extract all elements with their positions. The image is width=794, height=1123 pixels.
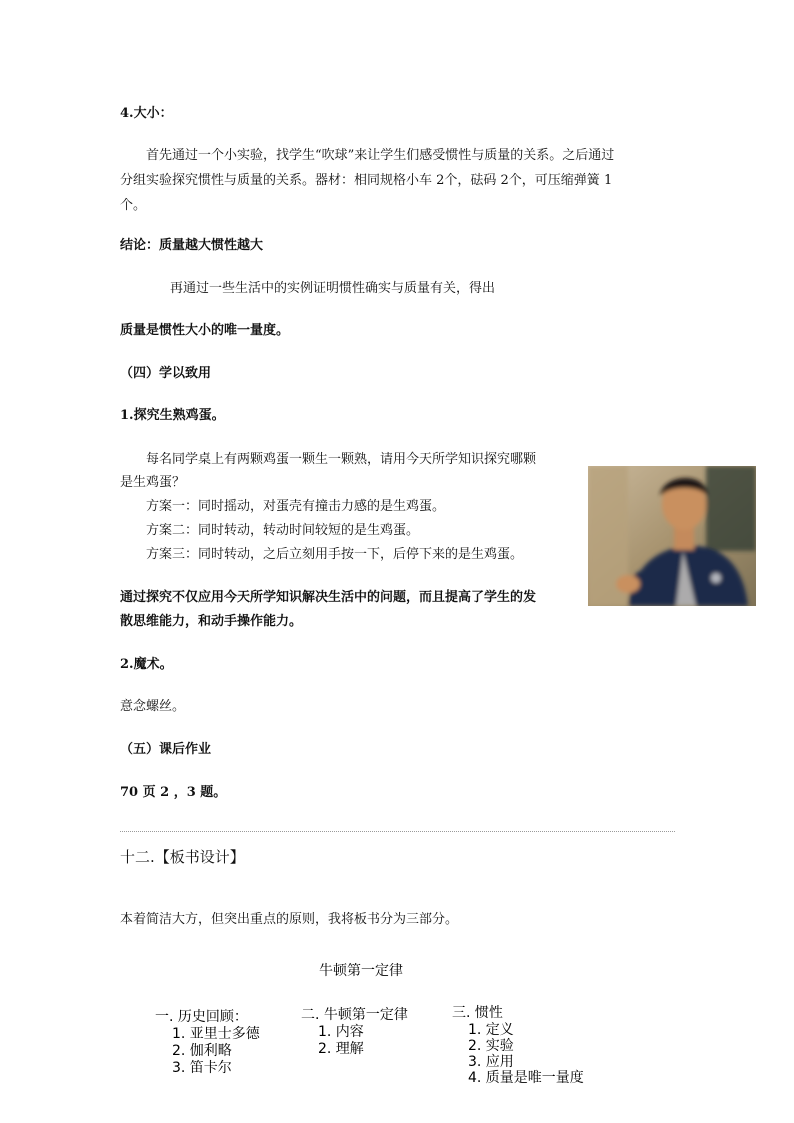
item-heading: 1.探究生熟鸡蛋。 — [120, 408, 225, 423]
heading-size: 4.大小： — [120, 106, 173, 121]
board-col-history-heading: 一. 历史回顾： — [155, 1009, 248, 1025]
conclusion-text: 结论：质量越大惯性越大 — [120, 238, 264, 253]
board-col-law-item: 2. 理解 — [318, 1041, 364, 1057]
homework-text: 70 页 2 ，3 题。 — [120, 785, 227, 800]
board-title: 牛顿第一定律 — [319, 963, 403, 979]
paragraph-line: 本着简洁大方，但突出重点的原则，我将板书分为三部分。 — [120, 912, 459, 927]
student-photo — [588, 466, 756, 606]
paragraph-line: 每名同学桌上有两颗鸡蛋一颗生一颗熟，请用今天所学知识探究哪颗 — [146, 452, 537, 467]
section-heading: 十二.【板书设计】 — [120, 848, 245, 866]
section-heading: （五）课后作业 — [120, 742, 212, 757]
item-heading: 2.魔术。 — [120, 657, 173, 672]
plan-line: 方案三：同时转动，之后立刻用手按一下，后停下来的是生鸡蛋。 — [146, 547, 524, 562]
section-heading: （四）学以致用 — [120, 366, 212, 381]
divider — [120, 831, 675, 832]
plan-line: 方案一：同时摇动，对蛋壳有撞击力感的是生鸡蛋。 — [146, 499, 446, 514]
board-col-history-item: 1. 亚里士多德 — [172, 1026, 260, 1042]
board-col-inertia-item: 1. 定义 — [468, 1022, 514, 1038]
board-col-inertia-item: 3. 应用 — [468, 1054, 514, 1070]
bold-paragraph-line: 通过探究不仅应用今天所学知识解决生活中的问题，而且提高了学生的发 — [120, 590, 537, 605]
board-col-history-item: 3. 笛卡尔 — [172, 1060, 232, 1076]
board-col-law-item: 1. 内容 — [318, 1024, 364, 1040]
board-col-inertia-heading: 三. 惯性 — [452, 1005, 503, 1021]
magic-text: 意念螺丝。 — [120, 699, 186, 714]
bold-paragraph-line: 散思维能力，和动手操作能力。 — [120, 614, 303, 629]
plan-line: 方案二：同时转动，转动时间较短的是生鸡蛋。 — [146, 523, 420, 538]
paragraph-line: 分组实验探究惯性与质量的关系。器材：相同规格小车 2个，砝码 2个，可压缩弹簧 1 — [120, 173, 613, 188]
paragraph-line: 个。 — [120, 198, 147, 213]
board-col-inertia-item: 4. 质量是唯一量度 — [468, 1070, 584, 1086]
paragraph-line: 首先通过一个小实验，找学生“吹球”来让学生们感受惯性与质量的关系。之后通过 — [146, 148, 615, 163]
board-col-law-heading: 二. 牛顿第一定律 — [301, 1007, 408, 1023]
mass-measure-text: 质量是惯性大小的唯一量度。 — [120, 323, 290, 338]
student-photo-image — [588, 466, 756, 606]
board-col-history-item: 2. 伽利略 — [172, 1043, 232, 1059]
paragraph-line: 是生鸡蛋？ — [120, 475, 186, 490]
paragraph-line: 再通过一些生活中的实例证明惯性确实与质量有关，得出 — [170, 281, 496, 296]
board-col-inertia-item: 2. 实验 — [468, 1038, 514, 1054]
